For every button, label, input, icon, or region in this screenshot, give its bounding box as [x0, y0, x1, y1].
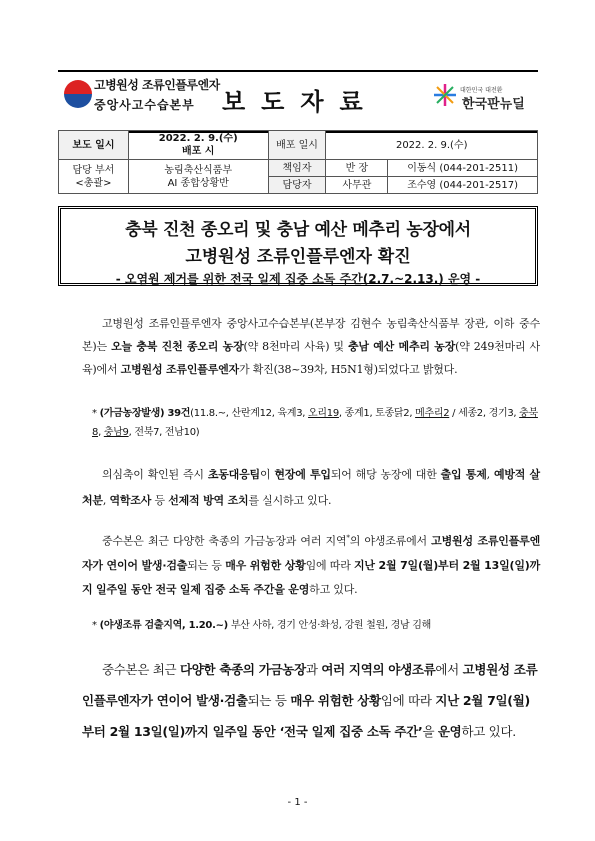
emphasis: 지난 2월 7일(월)부터 2월 13일(일)까지 일주일 동안 ‘전국 일제 집중 소독 주간’ — [82, 693, 530, 739]
text: 중수본은 최근 다양한 축종의 가금농장과 여러 지역 — [102, 534, 347, 548]
emphasis: 오늘 충북 진천 종오리 농장 — [111, 340, 244, 353]
dept-label: 담당 부서 — [72, 164, 115, 176]
dist-date-label: 배포 일시 — [268, 131, 326, 160]
footnote-farm-outbreaks — [92, 404, 542, 442]
emphasis: 매우 위험한 상황 — [290, 693, 381, 708]
emphasis: 선제적 방역 조치 — [168, 494, 249, 507]
emphasis: 운영 — [437, 724, 462, 739]
headline-subtitle: - 오염원 제거를 위한 전국 일제 집중 소독 주간(2.7.~2.13.) 운영 - — [115, 272, 481, 286]
logo-tagline: 대한민국 대전환 — [460, 87, 503, 94]
text: 이 — [259, 468, 275, 481]
org-name-line1: 고병원성 조류인플루엔자 — [94, 78, 220, 92]
paragraph-4 — [82, 654, 540, 747]
dept-label-cell — [59, 160, 129, 194]
text: (약 249천마리 사육)에서 — [82, 340, 540, 376]
text: 과 — [305, 662, 322, 677]
text: 부산 사하, 경기 안성·화성, 강원 철원, 경남 김해 — [227, 620, 431, 631]
text: 가 확진(38~39차, H5N1형)되었다고 밝혔다. — [239, 363, 458, 376]
dist-date-value: 2022. 2. 9.(수) — [326, 131, 538, 160]
text: 의심축이 확인된 즉시 — [102, 468, 208, 481]
underlined: 메추리2 — [415, 408, 450, 419]
emphasis: (가금농장발생) 39건 — [99, 408, 191, 419]
headline-box — [58, 206, 538, 286]
text: / 세종2, 경기3, — [449, 408, 520, 419]
emphasis: 예방적 살처분 — [82, 468, 540, 507]
text: 고병원성 조류인플루엔자 중앙사고수습본부(본부장 김현수 농림축산식품부 장관, 이하 중수본)는 — [82, 317, 540, 353]
dept-value-team: AI 종합상황반 — [167, 177, 229, 189]
emphasis: 역학조사 — [109, 494, 152, 507]
text: 을 — [422, 724, 438, 739]
headline-line2: 고병원성 조류인플루엔자 확진 — [185, 247, 411, 267]
emphasis: 현장에 투입 — [274, 468, 331, 481]
emphasis: 출입 통제 — [440, 468, 487, 481]
paragraph-2 — [82, 462, 540, 514]
emphasis: 고병원성 조류인플루엔자가 연이어 발생·검출 — [82, 662, 538, 708]
report-date-label: 보도 일시 — [59, 131, 129, 160]
text: , — [98, 427, 104, 438]
text: 에서 — [435, 662, 463, 677]
text: 되어 해당 농장에 대한 — [330, 468, 441, 481]
person-role: 반 장 — [326, 160, 388, 177]
footnote-wild-birds — [92, 616, 542, 635]
emphasis: 초동대응팀 — [207, 468, 260, 481]
new-deal-logo-icon — [432, 82, 458, 108]
text: , — [486, 468, 494, 481]
text: 하고 있다. — [461, 724, 516, 739]
text: , 전북7, 전남10) — [128, 427, 200, 438]
text: 임에 따라 — [305, 558, 354, 572]
dept-label-sub: <총괄> — [75, 177, 112, 189]
text: * — [92, 620, 100, 631]
press-release-title: 보도자료 — [222, 87, 379, 116]
text: 하고 있다. — [309, 582, 358, 596]
underlined: 충북8 — [92, 408, 538, 438]
release-info-table — [58, 130, 538, 194]
dept-value-ministry: 농림축산식품부 — [164, 164, 233, 176]
emphasis: 여러 지역의 야생조류 — [321, 662, 436, 677]
dept-value-cell — [128, 160, 268, 194]
text: 등 — [151, 494, 169, 507]
staff-name: 조수영 (044-201-2517) — [388, 177, 538, 194]
logo-name: 한국판뉴딜 — [462, 97, 525, 112]
underlined: 오리19 — [308, 408, 339, 419]
staff-role: 사무관 — [326, 177, 388, 194]
text: 중수본은 최근 — [102, 662, 180, 677]
person-name: 이동식 (044-201-2511) — [388, 160, 538, 177]
emphasis: 고병원성 조류인플루엔자 — [120, 363, 239, 376]
emphasis: 지난 2월 7일(월)부터 2월 13일(일)까지 일주일 동안 전국 일제 집중 소독 주간을 운영 — [82, 558, 541, 596]
emphasis: 고병원성 조류인플루엔자가 연이어 발생·검출 — [82, 534, 541, 572]
government-emblem-icon — [64, 80, 92, 108]
emphasis: 다양한 축종의 가금농장 — [180, 662, 306, 677]
text: 되는 등 — [247, 693, 291, 708]
text: , — [102, 494, 110, 507]
person-label: 책임자 — [268, 160, 326, 177]
text: , 종계1, 토종닭2, — [338, 408, 416, 419]
text: 되는 등 — [187, 558, 226, 572]
footnote-marker: * — [346, 534, 350, 542]
org-name-line2: 중앙사고수습본부 — [94, 98, 195, 112]
page-number: - 1 - — [287, 797, 308, 808]
report-date-value: 2022. 2. 9.(수) — [158, 133, 238, 144]
text: 의 야생조류에서 — [349, 534, 432, 548]
paragraph-1 — [82, 312, 540, 381]
release-time-label: 배포 시 — [181, 146, 215, 157]
text: (약 8천마리 사육) 및 — [243, 340, 348, 353]
emphasis: (야생조류 검출지역, 1.20.~) — [99, 620, 228, 631]
text: * — [92, 408, 100, 419]
staff-label: 담당자 — [268, 177, 326, 194]
text: 를 실시하고 있다. — [248, 494, 332, 507]
emphasis: 매우 위험한 상황 — [225, 558, 306, 572]
text: (11.8.~, 산란계12, 육계3, — [190, 408, 309, 419]
report-date-cell — [128, 131, 268, 160]
headline-line1: 충북 진천 종오리 및 충남 예산 메추리 농장에서 — [125, 220, 471, 240]
paragraph-3 — [82, 526, 540, 602]
text: 임에 따라 — [380, 693, 436, 708]
underlined: 충남9 — [103, 427, 129, 438]
emphasis: 충남 예산 메추리 농장 — [347, 340, 456, 353]
